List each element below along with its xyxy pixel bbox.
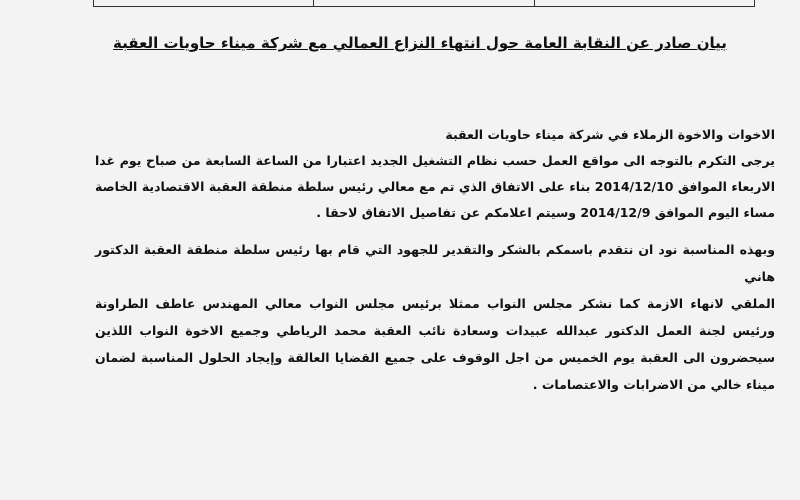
text-line: الملقي لانهاء الازمة كما نشكر مجلس النواب ممثلا برئيس مجلس النواب معالي المهندس عاطف الطراونة bbox=[95, 296, 775, 311]
text-line: وبهذه المناسبة نود ان نتقدم باسمكم بالشكر والتقدير للجهود التي قام بها رئيس سلطة منطقة العقبة الدكتور هاني bbox=[95, 242, 775, 284]
text-line: مساء اليوم الموافق 2014/12/9 وسيتم اعلامكم عن تفاصيل الاتفاق لاحقا . bbox=[316, 205, 775, 220]
document-title: بيان صادر عن النقابة العامة حول انتهاء النزاع العمالي مع شركة ميناء حاويات العقبة bbox=[113, 34, 727, 52]
paragraph-1 bbox=[95, 122, 775, 226]
text-line: الاربعاء الموافق 2014/12/10 بناء على الاتفاق الذي تم مع معالي رئيس سلطة منطقة العقبة الاقتصادية الخاصة bbox=[95, 179, 775, 194]
text-line: ورئيس لجنة العمل الدكتور عبدالله عبيدات وسعادة نائب العقبة محمد الرياطي وجميع الاخوة النواب اللذين bbox=[95, 323, 775, 338]
salutation: الاخوات والاخوة الزملاء في شركة ميناء حاويات العقبة bbox=[445, 127, 775, 142]
paragraph-2 bbox=[95, 236, 775, 398]
header-table bbox=[93, 0, 755, 7]
text-line: سيحضرون الى العقبة يوم الخميس من اجل الوقوف على جميع القضايا العالقة وإيجاد الحلول المناسبة لضمان bbox=[95, 350, 775, 365]
text-line: يرجى التكرم بالتوجه الى مواقع العمل حسب نظام التشغيل الجديد اعتبارا من الساعة السابعة من صباح يوم غدا bbox=[95, 153, 775, 168]
text-line: ميناء خالي من الاضرابات والاعتصامات . bbox=[532, 377, 775, 392]
